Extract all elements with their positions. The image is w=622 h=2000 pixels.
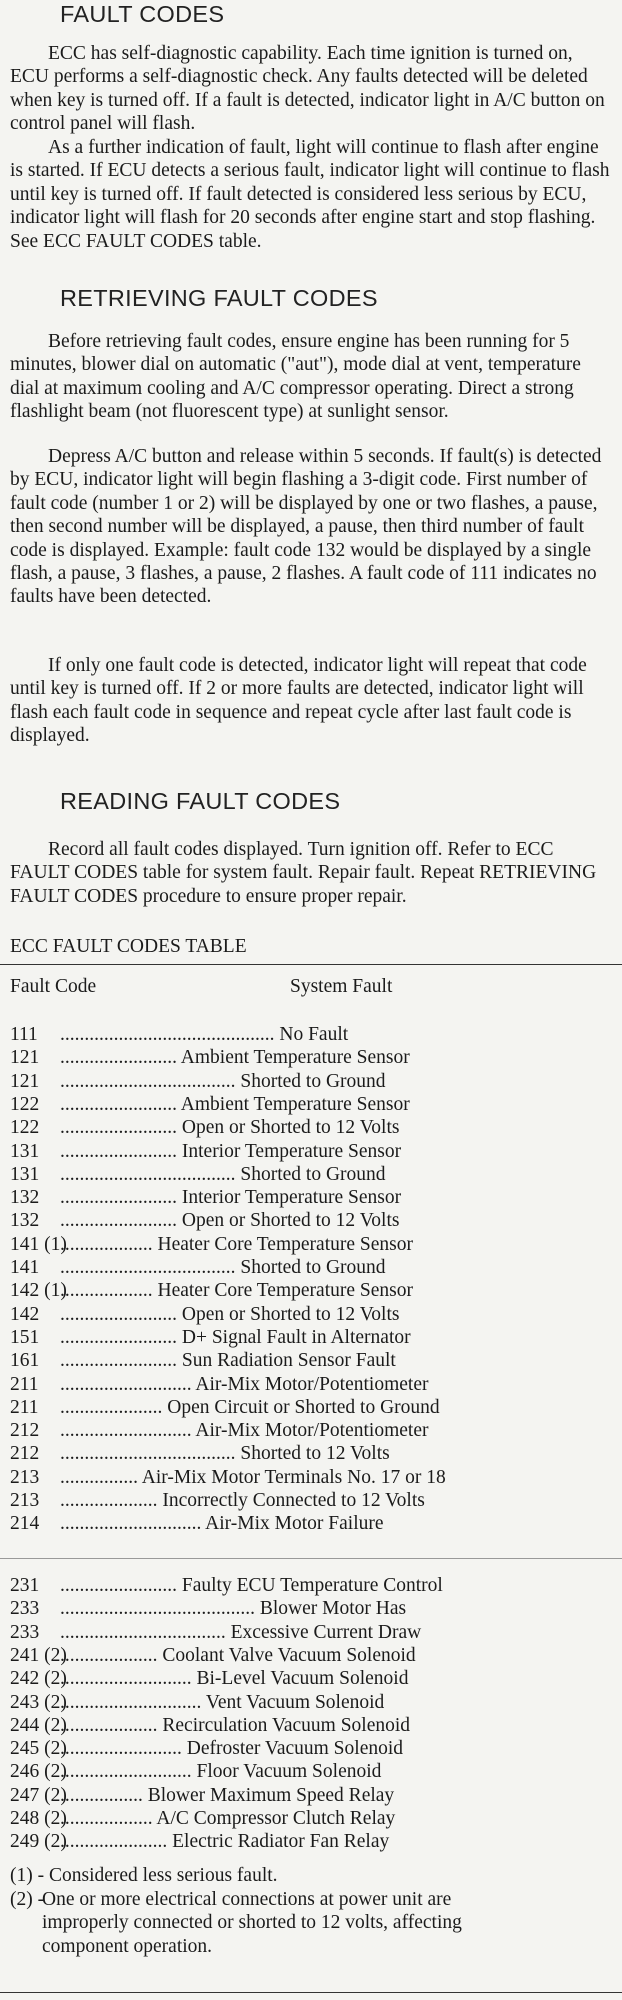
system-fault: ............................. Air-Mix Motor Failure bbox=[60, 1513, 384, 1535]
divider bbox=[0, 964, 622, 965]
fault-code: 141 bbox=[10, 1257, 40, 1278]
table-row bbox=[0, 1140, 622, 1163]
fault-code: 213 bbox=[10, 1490, 40, 1511]
paragraph bbox=[10, 136, 610, 253]
system-fault: ................... A/C Compressor Clutch Relay bbox=[60, 1808, 396, 1829]
table-row bbox=[0, 1279, 622, 1302]
fault-code: 131 bbox=[10, 1163, 40, 1185]
system-fault: .................................... Shorted to 12 Volts bbox=[60, 1443, 390, 1465]
system-fault: .................... Recirculation Vacuum Solenoid bbox=[60, 1714, 411, 1736]
system-fault: ........................... Air-Mix Motor/Potentiometer bbox=[60, 1373, 429, 1395]
paragraph-text: If only one fault code is detected, indicator light will repeat that code until key is turned off. If 2 or more faults are detected, indicator light will flash each fault code in sequence and repeat cycle after last fault code is displayed. bbox=[10, 655, 587, 747]
table-row bbox=[0, 1023, 622, 1046]
column-header-fault-code: Fault Code bbox=[10, 976, 97, 997]
fault-code: 249 (2) bbox=[10, 1831, 67, 1853]
fault-code: 142 (1) bbox=[10, 1280, 67, 1302]
fault-code: 132 bbox=[10, 1210, 40, 1232]
table-row bbox=[0, 1691, 622, 1714]
table-row bbox=[0, 1667, 622, 1690]
system-fault: ........................ Interior Temperature Sensor bbox=[60, 1187, 402, 1209]
paragraph bbox=[10, 445, 610, 609]
system-fault: ................... Heater Core Temperature Sensor bbox=[60, 1280, 413, 1302]
fault-code: 122 bbox=[10, 1117, 40, 1139]
column-header-system-fault: System Fault bbox=[290, 976, 393, 997]
fault-code: 131 bbox=[10, 1140, 40, 1162]
system-fault: ........................... Floor Vacuum Solenoid bbox=[60, 1761, 382, 1783]
system-fault: ........................ D+ Signal Fault in Alternator bbox=[60, 1326, 411, 1348]
fault-code: 246 (2) bbox=[10, 1761, 67, 1783]
fault-code: 161 bbox=[10, 1350, 40, 1372]
table-row bbox=[0, 1714, 622, 1737]
system-fault: ................. Blower Maximum Speed Relay bbox=[60, 1784, 395, 1806]
divider bbox=[0, 1558, 622, 1559]
fault-code: 141 (1) bbox=[10, 1233, 67, 1255]
table-row bbox=[0, 1233, 622, 1256]
paragraph-text: Before retrieving fault codes, ensure engine has been running for 5 minutes, blower dial on automatic ("aut"), mode dial at vent, temperature dial at maximum cooling and A/C compressor operating. Direct a strong flashlight beam (not fluorescent type) at sunlight sensor. bbox=[10, 331, 581, 423]
table-row bbox=[0, 1256, 622, 1279]
system-fault: ........................ Ambient Temperature Sensor bbox=[60, 1047, 410, 1069]
fault-code: 233 bbox=[10, 1598, 40, 1620]
table-row bbox=[0, 1116, 622, 1139]
system-fault: ........................ Open or Shorted to 12 Volts bbox=[60, 1117, 400, 1139]
section-heading-fault-codes: FAULT CODES bbox=[60, 1, 225, 27]
fault-code: 242 (2) bbox=[10, 1668, 67, 1690]
system-fault: ........................... Air-Mix Motor/Potentiometer bbox=[60, 1420, 429, 1442]
table-row bbox=[0, 1373, 622, 1396]
system-fault: ................ Air-Mix Motor Terminals No. 17 or 18 bbox=[60, 1466, 446, 1488]
fault-code: 244 (2) bbox=[10, 1714, 67, 1736]
system-fault: ........................ Ambient Temperature Sensor bbox=[60, 1093, 410, 1115]
footnote-text: Considered less serious fault. bbox=[48, 1865, 278, 1886]
table-title: ECC FAULT CODES TABLE bbox=[10, 936, 247, 957]
paragraph bbox=[10, 838, 610, 908]
fault-code: 213 bbox=[10, 1466, 40, 1488]
system-fault: ........................................ Blower Motor Has bbox=[60, 1598, 407, 1620]
paragraph bbox=[10, 42, 610, 136]
system-fault: .................................... Shorted to Ground bbox=[60, 1257, 386, 1278]
paragraph bbox=[10, 654, 610, 748]
table-row bbox=[0, 1303, 622, 1326]
table-row bbox=[0, 1512, 622, 1535]
fault-code: 247 (2) bbox=[10, 1784, 67, 1806]
fault-code: 241 (2) bbox=[10, 1644, 67, 1666]
system-fault: ............................. Vent Vacuum Solenoid bbox=[60, 1691, 385, 1713]
table-row bbox=[0, 1396, 622, 1419]
section-heading-reading: READING FAULT CODES bbox=[60, 788, 341, 814]
table-row bbox=[0, 1466, 622, 1489]
fault-code: 151 bbox=[10, 1326, 40, 1348]
fault-code: 212 bbox=[10, 1420, 40, 1442]
table-row bbox=[0, 1070, 622, 1093]
table-row bbox=[0, 1093, 622, 1116]
section-heading-retrieving: RETRIEVING FAULT CODES bbox=[60, 285, 378, 311]
paragraph-text: ECC has self-diagnostic capability. Each time ignition is turned on, ECU performs a self-diagnostic check. Any faults detected will be deleted when key is turned off. If a fault is detected, indicator light in A/C button on control panel will flash. bbox=[10, 43, 605, 135]
table-row bbox=[0, 1442, 622, 1465]
system-fault: ........................ Faulty ECU Temperature Control bbox=[60, 1575, 443, 1596]
paragraph-text: Depress A/C button and release within 5 seconds. If fault(s) is detected by ECU, indicator light will begin flashing a 3-digit code. First number of fault code (number 1 or 2) will be displayed by one or two flashes, a pause, then second number will be displayed, a pause, then third number of fault code is displayed. Example: fault code 132 would be displayed by a single flash, a pause, 3 flashes, a pause, 2 flashes. A fault code of 111 indicates no faults have been detected. bbox=[10, 446, 602, 608]
system-fault: .................................... Shorted to Ground bbox=[60, 1070, 386, 1092]
divider bbox=[0, 1992, 622, 1993]
system-fault: .................... Coolant Valve Vacuum Solenoid bbox=[60, 1644, 416, 1666]
paragraph bbox=[10, 330, 610, 424]
fault-code: 211 bbox=[10, 1373, 39, 1395]
system-fault: ................... Heater Core Temperature Sensor bbox=[60, 1233, 413, 1255]
fault-code: 142 bbox=[10, 1303, 40, 1325]
system-fault: ........................ Open or Shorted to 12 Volts bbox=[60, 1303, 400, 1325]
table-row bbox=[0, 1830, 622, 1853]
fault-code: 245 (2) bbox=[10, 1738, 67, 1760]
table-row bbox=[0, 1419, 622, 1442]
fault-code: 233 bbox=[10, 1621, 40, 1643]
system-fault: .................................... Shorted to Ground bbox=[60, 1163, 386, 1185]
table-row bbox=[0, 1644, 622, 1667]
fault-code: 214 bbox=[10, 1513, 40, 1535]
table-row bbox=[0, 1597, 622, 1620]
table-row bbox=[0, 1489, 622, 1512]
system-fault: ........................ Open or Shorted to 12 Volts bbox=[60, 1210, 400, 1232]
system-fault: .................... Incorrectly Connected to 12 Volts bbox=[60, 1490, 425, 1511]
table-row bbox=[0, 1784, 622, 1807]
table-row bbox=[0, 1046, 622, 1069]
fault-code: 231 bbox=[10, 1575, 40, 1596]
fault-code: 243 (2) bbox=[10, 1691, 67, 1713]
system-fault: ......................... Defroster Vacuum Solenoid bbox=[60, 1738, 404, 1760]
table-row bbox=[0, 1807, 622, 1830]
table-row bbox=[0, 1621, 622, 1644]
table-row bbox=[0, 1163, 622, 1186]
system-fault: ............................................ No Fault bbox=[60, 1024, 349, 1045]
table-row bbox=[0, 1737, 622, 1760]
system-fault: .................................. Excessive Current Draw bbox=[60, 1621, 422, 1643]
table-row bbox=[0, 1574, 622, 1597]
system-fault: ..................... Open Circuit or Shorted to Ground bbox=[60, 1396, 440, 1418]
system-fault: ........................ Interior Temperature Sensor bbox=[60, 1140, 402, 1162]
fault-code: 121 bbox=[10, 1047, 40, 1069]
table-row bbox=[0, 1326, 622, 1349]
system-fault: ........................ Sun Radiation Sensor Fault bbox=[60, 1350, 396, 1372]
fault-code: 111 bbox=[10, 1024, 38, 1045]
fault-code: 132 bbox=[10, 1187, 40, 1209]
fault-code: 122 bbox=[10, 1093, 40, 1115]
footnote-marker: (2) - bbox=[10, 1889, 45, 1910]
footnote-1 bbox=[10, 1864, 610, 1887]
table-row bbox=[0, 1760, 622, 1783]
table-row bbox=[0, 1209, 622, 1232]
footnote-marker: (1) - bbox=[10, 1865, 45, 1886]
paragraph-text: Record all fault codes displayed. Turn ignition off. Refer to ECC FAULT CODES table for system fault. Repair fault. Repeat RETRIEVING FAULT CODES procedure to ensure proper repair. bbox=[10, 839, 597, 907]
system-fault: ...................... Electric Radiator Fan Relay bbox=[60, 1831, 390, 1853]
fault-code: 248 (2) bbox=[10, 1808, 67, 1829]
paragraph-text: As a further indication of fault, light will continue to flash after engine is started. If ECU detects a serious fault, indicator light will continue to flash until key is turned off. If fault detected is considered less serious by ECU, indicator light will flash for 20 seconds after engine start and stop flashing. See ECC FAULT CODES table. bbox=[10, 137, 610, 252]
system-fault: ........................... Bi-Level Vacuum Solenoid bbox=[60, 1668, 409, 1690]
fault-code: 212 bbox=[10, 1443, 40, 1465]
fault-code: 211 bbox=[10, 1396, 39, 1418]
footnote-text: One or more electrical connections at power unit are improperly connected or shorted to 12 volts, affecting component operation. bbox=[42, 1889, 462, 1957]
fault-code: 121 bbox=[10, 1070, 40, 1092]
table-row bbox=[0, 1349, 622, 1372]
table-row bbox=[0, 1186, 622, 1209]
